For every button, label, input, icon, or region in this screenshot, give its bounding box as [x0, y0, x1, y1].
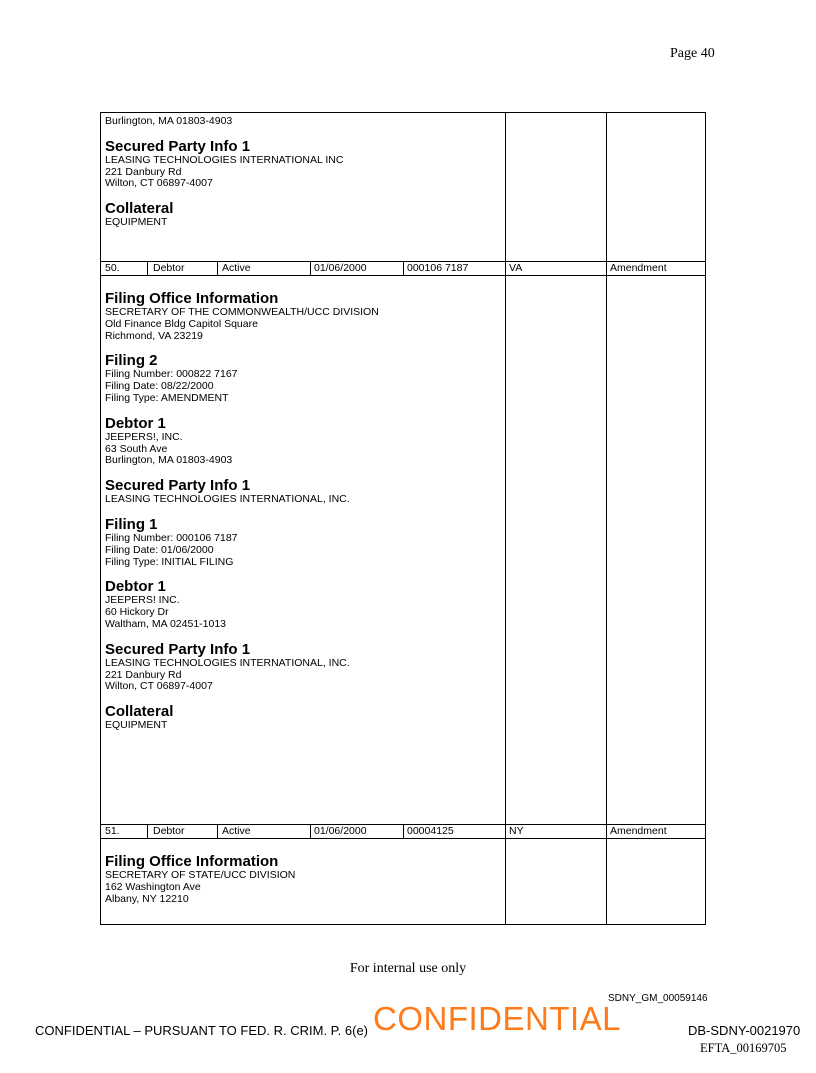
- detail-section: [105, 578, 379, 630]
- section-line: Filing Type: INITIAL FILING: [105, 555, 234, 568]
- section-heading: Filing Office Information: [105, 853, 279, 870]
- section-heading: Filing 2: [105, 352, 158, 370]
- detail-section: [105, 200, 343, 229]
- row-cell-divider: [403, 824, 404, 838]
- section-line: Filing Date: 08/22/2000: [105, 380, 214, 393]
- row-number: 50.: [105, 262, 120, 274]
- section-heading: Debtor 1: [105, 578, 166, 596]
- confidential-stamp: CONFIDENTIAL: [373, 1000, 622, 1037]
- ucc-filing-table: [100, 112, 706, 925]
- efta-number: EFTA_00169705: [700, 1041, 787, 1055]
- top-sections: [105, 138, 343, 229]
- detail-section: [105, 703, 379, 732]
- detail-section: [105, 352, 379, 404]
- section-line: SECRETARY OF STATE/UCC DIVISION: [105, 869, 296, 881]
- section-heading: Filing Office Information: [105, 290, 279, 307]
- row-number: 51.: [105, 825, 120, 837]
- section-heading: Collateral: [105, 703, 174, 721]
- row-cell-divider: [147, 824, 148, 838]
- status: Active: [222, 825, 251, 837]
- section-heading: Secured Party Info 1: [105, 640, 251, 658]
- section-line: 162 Washington Ave: [105, 880, 201, 893]
- detail-section: [105, 415, 379, 467]
- top-detail-block: [105, 116, 343, 229]
- section-line: 221 Danbury Rd: [105, 165, 182, 178]
- section-heading: Collateral: [105, 200, 174, 218]
- section-line: Filing Number: 000822 7167: [105, 368, 238, 381]
- section-line: Filing Type: AMENDMENT: [105, 391, 229, 404]
- detail-section: [105, 516, 379, 568]
- filing-number: 000106 7187: [407, 262, 469, 274]
- section-line: 60 Hickory Dr: [105, 606, 169, 619]
- party-role: Debtor: [153, 262, 185, 274]
- filing-date: 01/06/2000: [314, 825, 367, 837]
- state: NY: [509, 825, 524, 837]
- status: Active: [222, 262, 251, 274]
- section-heading: Secured Party Info 1: [105, 477, 251, 495]
- filing-date: 01/06/2000: [314, 262, 367, 274]
- row-cell-divider: [403, 261, 404, 275]
- section-line: Waltham, MA 02451-1013: [105, 617, 227, 630]
- section-line: Filing Number: 000106 7187: [105, 531, 238, 544]
- section-line: LEASING TECHNOLOGIES INTERNATIONAL, INC.: [105, 656, 350, 669]
- detail-section: [105, 641, 379, 693]
- section-line: 221 Danbury Rd: [105, 668, 182, 681]
- section-line: Albany, NY 12210: [105, 892, 189, 905]
- row-cell-divider: [217, 261, 218, 275]
- row-cell-divider: [217, 824, 218, 838]
- detail-section: [105, 477, 379, 506]
- section-line: 63 South Ave: [105, 442, 168, 455]
- section-line: Richmond, VA 23219: [105, 329, 203, 342]
- section-line: LEASING TECHNOLOGIES INTERNATIONAL INC: [105, 153, 344, 166]
- detail-block-51: [105, 853, 295, 905]
- state: VA: [509, 262, 523, 274]
- section-line: EQUIPMENT: [105, 216, 168, 229]
- detail-section: [105, 853, 295, 905]
- bates-number-small: SDNY_GM_00059146: [608, 993, 708, 1004]
- section-line: Burlington, MA 01803-4903: [105, 454, 233, 467]
- address-line: Burlington, MA 01803-4903: [105, 115, 233, 127]
- row-separator: [101, 838, 705, 839]
- section-heading: Secured Party Info 1: [105, 137, 251, 155]
- section-line: Old Finance Bldg Capitol Square: [105, 317, 258, 330]
- filing-type: Amendment: [610, 825, 667, 837]
- row-cell-divider: [310, 261, 311, 275]
- column-divider: [505, 113, 506, 924]
- section-line: Filing Date: 01/06/2000: [105, 543, 214, 556]
- section-line: JEEPERS!, INC.: [105, 430, 183, 443]
- bates-number: DB-SDNY-0021970: [688, 1023, 801, 1038]
- detail-section: [105, 138, 343, 190]
- detail-section: [105, 290, 379, 342]
- section-heading: Filing 1: [105, 515, 158, 533]
- party-role: Debtor: [153, 825, 185, 837]
- section-line: Wilton, CT 06897-4007: [105, 680, 213, 693]
- section-line: SECRETARY OF THE COMMONWEALTH/UCC DIVISION: [105, 306, 379, 318]
- confidential-notice: CONFIDENTIAL – PURSUANT TO FED. R. CRIM. P. 6(e): [35, 1023, 369, 1038]
- section-heading: Debtor 1: [105, 414, 166, 432]
- filing-number: 00004125: [407, 825, 454, 837]
- section-line: JEEPERS! INC.: [105, 594, 180, 607]
- section-line: LEASING TECHNOLOGIES INTERNATIONAL, INC.: [105, 493, 350, 506]
- section-line: EQUIPMENT: [105, 719, 168, 732]
- internal-use-note: For internal use only: [349, 961, 467, 976]
- filing-type: Amendment: [610, 262, 667, 274]
- row-cell-divider: [147, 261, 148, 275]
- page-number: Page 40: [670, 46, 715, 61]
- section-line: Wilton, CT 06897-4007: [105, 177, 213, 190]
- row-cell-divider: [310, 824, 311, 838]
- detail-block-50: [105, 290, 379, 732]
- column-divider: [606, 113, 607, 924]
- row-separator: [101, 275, 705, 276]
